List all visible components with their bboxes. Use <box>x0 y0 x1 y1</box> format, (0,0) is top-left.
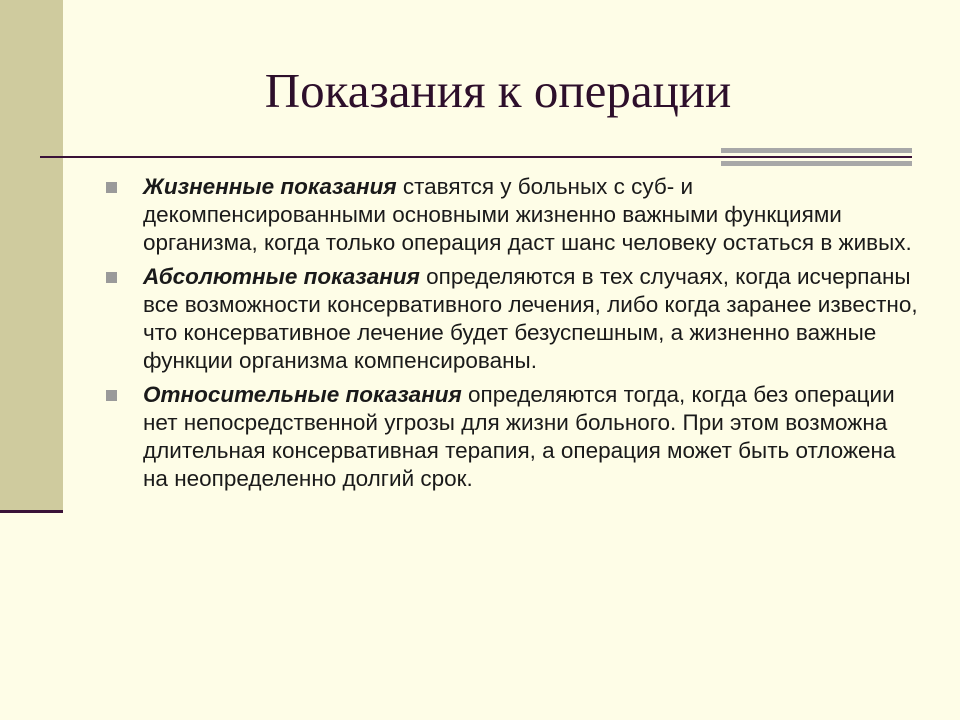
bullet-text: определяются тогда, когда без операции нет непосредственной угрозы для жизни больного. При этом возможна длительная консервативная терапия, а операция может быть отложена на неопределенно долгий срок. <box>143 382 896 491</box>
bullet-text: ставятся у больных с суб- и декомпенсированными основными жизненно важными функциями организма, когда только операция даст шанс человеку остаться в живых. <box>143 174 912 255</box>
bullet-item-vital <box>106 173 926 257</box>
bullet-item-absolute <box>106 263 926 375</box>
bullet-item-relative <box>106 381 926 493</box>
title-accent-line <box>721 156 912 158</box>
square-bullet-icon <box>106 182 117 193</box>
bullet-list <box>106 173 926 499</box>
square-bullet-icon <box>106 272 117 283</box>
bullet-term: Относительные показания <box>143 382 462 407</box>
bullet-term: Абсолютные показания <box>143 264 420 289</box>
bullet-text: определяются в тех случаях, когда исчерпаны все возможности консервативного лечения, либо когда заранее известно, что консервативное лечение будет безуспешным, а жизненно важные функции организма компенсированы. <box>143 264 918 373</box>
square-bullet-icon <box>106 390 117 401</box>
bullet-term: Жизненные показания <box>143 174 397 199</box>
left-band-underline <box>0 510 63 513</box>
slide-title: Показания к операции <box>264 63 732 118</box>
